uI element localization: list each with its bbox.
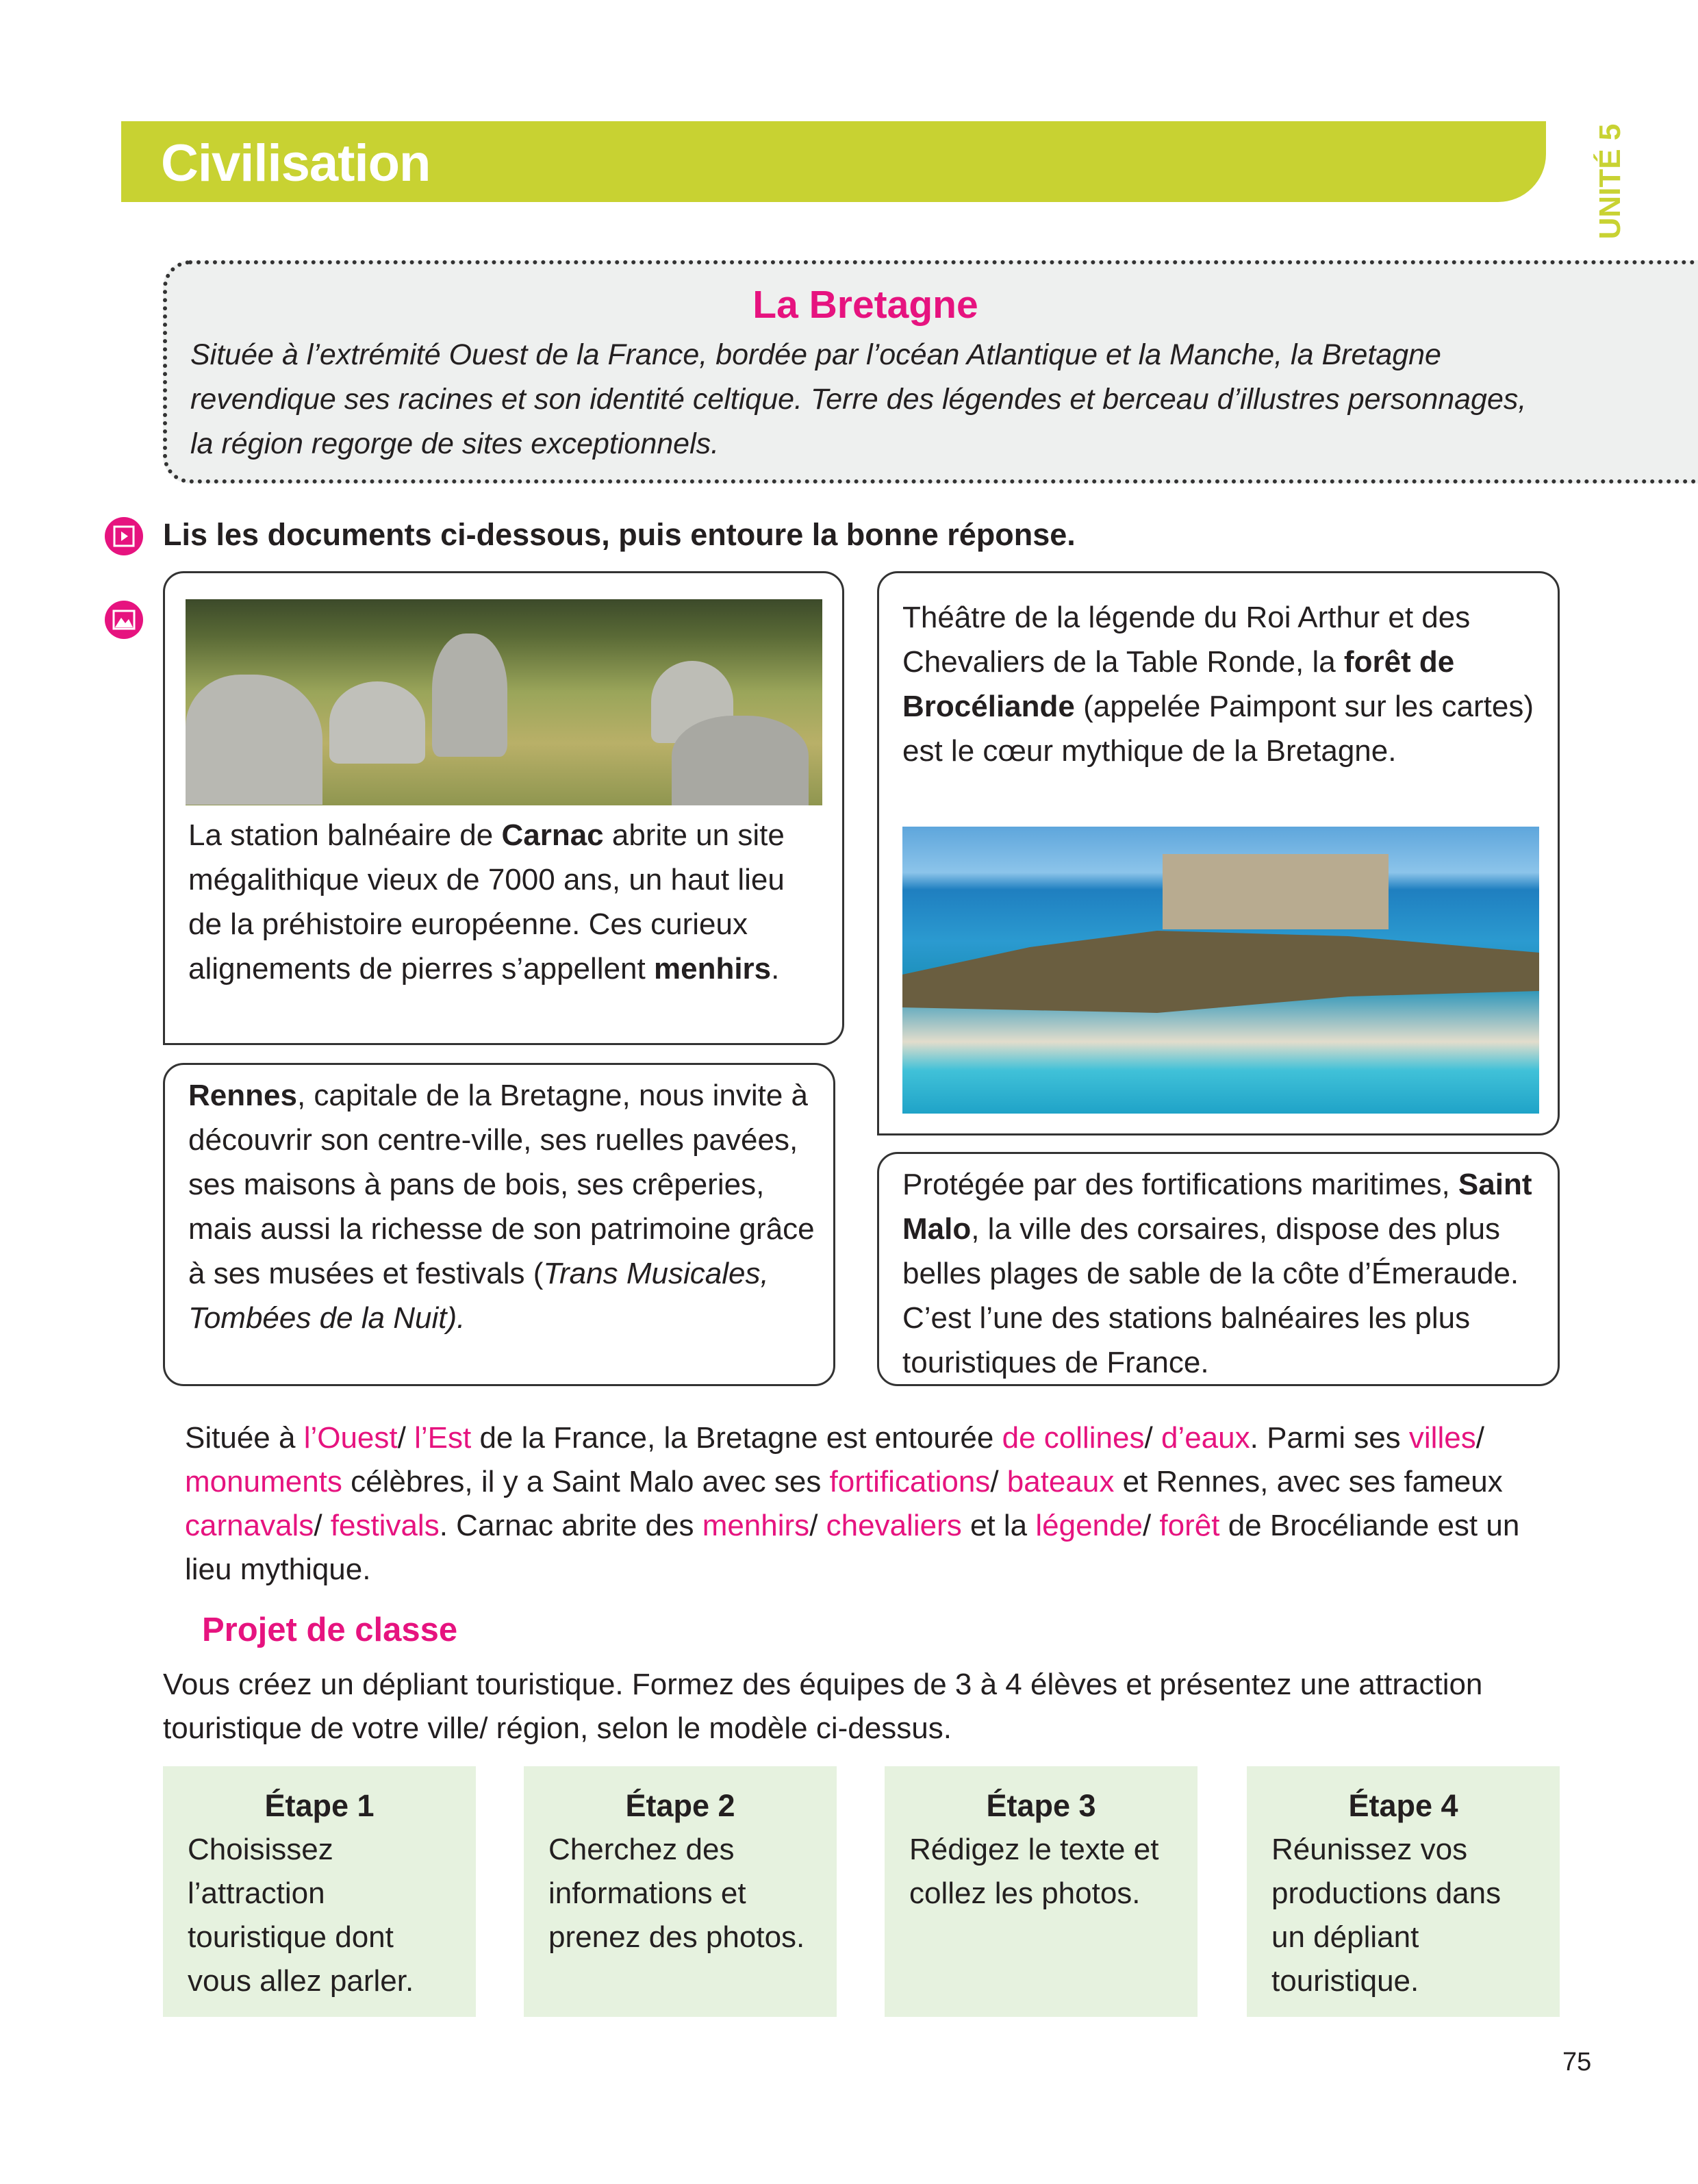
step-text: Réunissez vos productions dans un dépliant touristique.: [1271, 1833, 1501, 1998]
option[interactable]: menhirs: [702, 1509, 810, 1542]
doc-carnac: [163, 571, 844, 1045]
rennes-text: Rennes, capitale de la Bretagne, nous invite à découvrir son centre-ville, ses ruelles pavées, ses maisons à pans de bois, ses crêperies, mais aussi la richesse de son patrimoine grâce à ses musées et festivals (Trans Musicales, Tombées de la Nuit).: [188, 1079, 815, 1335]
step-text: Cherchez des informations et prenez des photos.: [548, 1833, 805, 1954]
step-1: [163, 1766, 476, 2017]
project-title: Projet de classe: [202, 1611, 458, 1648]
page-number: 75: [1562, 2048, 1592, 2076]
step-title: Étape 4: [1348, 1788, 1458, 1823]
step-title: Étape 3: [986, 1788, 1096, 1823]
video-icon[interactable]: [105, 517, 143, 555]
option[interactable]: d’eaux: [1161, 1421, 1250, 1455]
exercise-paragraph: Située à l’Ouest/ l’Est de la France, la Bretagne est entourée de collines/ d’eaux. Parmi ses villes/ monuments célèbres, il y a Saint Malo avec ses fortifications/ bateaux et Rennes, avec ses fameux carnavals/ festivals. Carnac abrite des menhirs/ chevaliers et la légende/ forêt de Brocéliande est un lieu mythique.: [185, 1421, 1520, 1586]
instruction: Lis les documents ci-dessous, puis entoure la bonne réponse.: [163, 517, 1076, 552]
project-text: Vous créez un dépliant touristique. Formez des équipes de 3 à 4 élèves et présentez une attraction touristique de votre ville/ région, selon le modèle ci-dessus.: [163, 1668, 1483, 1745]
doc-saint-malo: [877, 1152, 1560, 1386]
image-icon[interactable]: [105, 601, 143, 639]
option[interactable]: carnavals: [185, 1509, 314, 1542]
option[interactable]: forêt: [1159, 1509, 1220, 1542]
intro-box: [163, 260, 1698, 484]
saint-malo-text: Protégée par des fortifications maritimes, Saint Malo, la ville des corsaires, dispose des plus belles plages de sable de la côte d’Émeraude. C’est l’une des stations balnéaires les plus touristiques de France.: [902, 1168, 1532, 1379]
doc-broceliande: [877, 571, 1560, 1135]
unit-label: UNITÉ 5: [1593, 123, 1627, 240]
step-4: [1247, 1766, 1560, 2017]
option[interactable]: villes: [1408, 1421, 1476, 1455]
option[interactable]: fortifications: [829, 1465, 991, 1498]
option[interactable]: de collines: [1002, 1421, 1145, 1455]
step-title: Étape 1: [264, 1788, 375, 1823]
carnac-text: La station balnéaire de Carnac abrite un site mégalithique vieux de 7000 ans, un haut lieu de la préhistoire européenne. Ces curieux alignements de pierres s’appellent menhirs.: [188, 818, 785, 986]
doc-rennes: [163, 1063, 835, 1386]
option[interactable]: festivals: [330, 1509, 440, 1542]
intro-text: Située à l’extrémité Ouest de la France, bordée par l’océan Atlantique et la Manche, la Bretagne revendique ses racines et son identité celtique. Terre des légendes et berceau d’illustres personnages, la région regorge de sites exceptionnels.: [190, 338, 1527, 460]
option[interactable]: monuments: [185, 1465, 342, 1498]
broceliande-text: Théâtre de la légende du Roi Arthur et des Chevaliers de la Table Ronde, la forêt de Brocéliande (appelée Paimpont sur les cartes) est le cœur mythique de la Bretagne.: [902, 601, 1534, 768]
option[interactable]: l’Ouest: [303, 1421, 398, 1455]
option[interactable]: légende: [1035, 1509, 1143, 1542]
section-banner: [121, 121, 1546, 202]
option[interactable]: chevaliers: [826, 1509, 962, 1542]
step-title: Étape 2: [625, 1788, 735, 1823]
section-title: Civilisation: [161, 134, 431, 192]
carnac-photo: [186, 599, 822, 805]
step-text: Rédigez le texte et collez les photos.: [909, 1833, 1159, 1910]
intro-title: La Bretagne: [752, 283, 978, 327]
option[interactable]: bateaux: [1006, 1465, 1115, 1498]
saint-malo-photo: [902, 827, 1539, 1114]
step-text: Choisissez l’attraction touristique dont vous allez parler.: [188, 1833, 414, 1998]
option[interactable]: l’Est: [414, 1421, 472, 1455]
step-3: [885, 1766, 1198, 2017]
step-2: [524, 1766, 837, 2017]
